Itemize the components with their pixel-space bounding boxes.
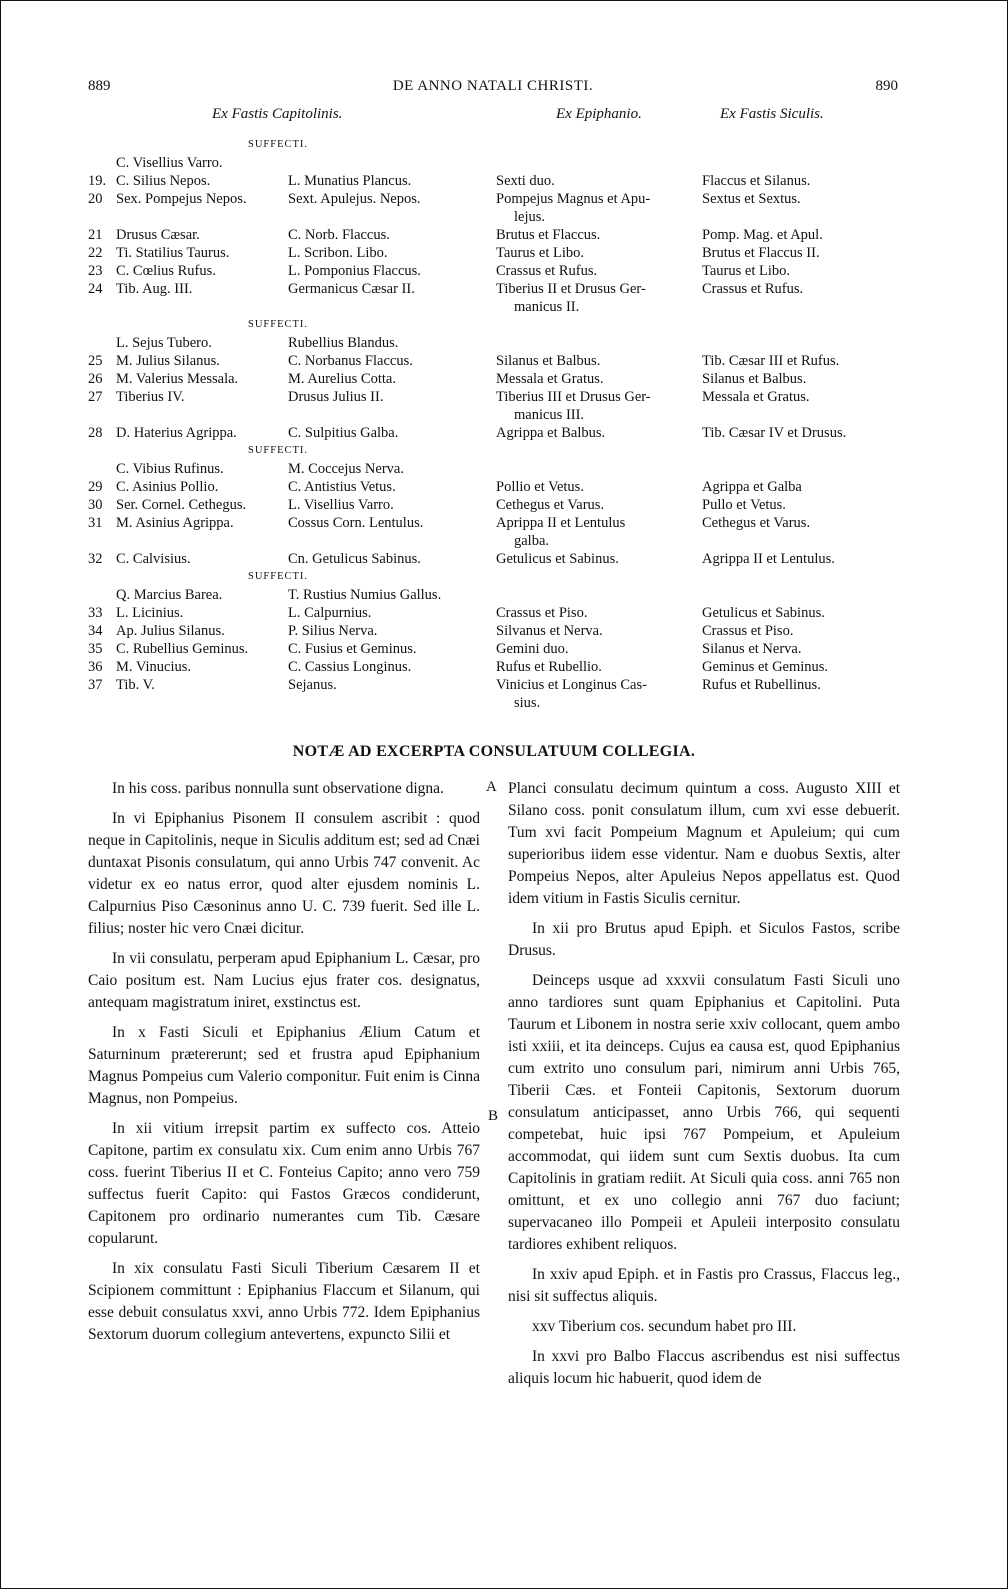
consul-second [288, 388, 498, 406]
consul-second [288, 676, 498, 694]
epiphanius-entry [496, 604, 696, 622]
epiphanius-entry-text: Tiberius II et Drusus Ger- [496, 281, 646, 297]
siculi-entry [702, 352, 902, 370]
consul-second-text: C. Norb. Flaccus. [288, 227, 390, 243]
suffecti-heading [88, 136, 900, 154]
siculi-entry [702, 370, 902, 388]
consul-first [116, 172, 286, 190]
table-row [88, 388, 900, 424]
table-row [88, 244, 900, 262]
table-row [88, 640, 900, 658]
consul-second-text: L. Pomponius Flaccus. [288, 263, 421, 279]
siculi-entry [702, 388, 902, 406]
epiphanius-entry-continuation: sius. [514, 695, 541, 711]
suffecti-heading [88, 316, 900, 334]
epiphanius-entry-text: Agrippa et Balbus. [496, 425, 606, 441]
consul-first-text: Tib. Aug. III. [116, 281, 193, 297]
siculi-entry-text: Pullo et Vetus. [702, 497, 786, 513]
year-number [88, 352, 118, 370]
siculi-entry-text: Tib. Cæsar III et Rufus. [702, 353, 840, 369]
epiphanius-entry [496, 676, 696, 712]
consul-first-text: D. Haterius Agrippa. [116, 425, 237, 441]
consul-first-text: Sex. Pompejus Nepos. [116, 191, 247, 207]
siculi-entry-text: Pomp. Mag. et Apul. [702, 227, 823, 243]
year-number-text: 36 [88, 659, 103, 675]
note-paragraph: In xxvi pro Balbo Flaccus ascribendus est nisi suffectus aliquis locum hic habuerit, quod idem de [508, 1348, 900, 1387]
siculi-entry [702, 424, 902, 442]
siculi-entry-text: Flaccus et Silanus. [702, 173, 811, 189]
consul-first-text: Ser. Cornel. Cethegus. [116, 497, 247, 513]
consul-first [116, 460, 286, 478]
consul-first-text: Tiberius IV. [116, 389, 185, 405]
consul-first [116, 604, 286, 622]
consul-second [288, 190, 498, 208]
note-paragraph: In xix consulatu Fasti Siculi Tiberium Cæsarem II et Scipionem committunt : Epiphanius Flaccum et Silanum, qui esse debuit consulatus xxvi, anno Urbis 772. Idem Epiphanius Sextorum duorum collegium antevertens, expuncto Silii et [88, 1260, 480, 1343]
note-paragraph: Planci consulatu decimum quintum a coss. Augusto XIII et Silano coss. ponit consulatum illum, cum xvi esse debuerit. Tum xvi facit Pompeium Magnum et Apuleium; qui cum superioribus iidem esse videntur. Nam e duobus Sextis, alter Pompeius Nepos, alter Apuleius Nepos appellatus est. Quod idem vitium in Fastis Siculis cernitur. [508, 780, 900, 907]
siculi-entry-text: Cethegus et Varus. [702, 515, 811, 531]
year-number-text: 21 [88, 227, 103, 243]
year-number [88, 370, 118, 388]
epiphanius-entry-text: Pollio et Vetus. [496, 479, 584, 495]
consul-second-text: Cn. Getulicus Sabinus. [288, 551, 421, 567]
suffecti-heading [88, 442, 900, 460]
consul-second-text: C. Antistius Vetus. [288, 479, 396, 495]
siculi-entry [702, 478, 902, 496]
siculi-entry [702, 496, 902, 514]
consul-second-text: M. Coccejus Nerva. [288, 461, 404, 477]
consul-second [288, 262, 498, 280]
consul-first-text: C. Calvisius. [116, 551, 191, 567]
year-number-text: 24 [88, 281, 103, 297]
table-row [88, 658, 900, 676]
consul-second-text: P. Silius Nerva. [288, 623, 378, 639]
margin-letter-b: B [488, 1108, 499, 1124]
year-number [88, 280, 118, 298]
epiphanius-entry-continuation: manicus II. [514, 299, 580, 315]
year-number-text: 32 [88, 551, 103, 567]
consul-first [116, 388, 286, 406]
consul-first-text: M. Valerius Messala. [116, 371, 239, 387]
consul-second [288, 550, 498, 568]
consul-first [116, 496, 286, 514]
year-number [88, 388, 118, 406]
siculi-entry-text: Taurus et Libo. [702, 263, 790, 279]
epiphanius-entry [496, 622, 696, 640]
page-header [88, 78, 898, 100]
year-number [88, 478, 118, 496]
siculi-entry-text: Crassus et Piso. [702, 623, 794, 639]
year-number [88, 424, 118, 442]
epiphanius-entry-text: Taurus et Libo. [496, 245, 584, 261]
epiphanius-entry-text: Gemini duo. [496, 641, 569, 657]
siculi-entry-text: Sextus et Sextus. [702, 191, 801, 207]
epiphanius-entry [496, 496, 696, 514]
year-number [88, 676, 118, 694]
epiphanius-entry-text: Crassus et Rufus. [496, 263, 598, 279]
consul-second [288, 622, 498, 640]
epiphanius-entry-text: Sexti duo. [496, 173, 555, 189]
table-row [88, 280, 900, 316]
consul-first [116, 514, 286, 532]
consul-second [288, 640, 498, 658]
year-number-text: 27 [88, 389, 103, 405]
epiphanius-entry-text: Brutus et Flaccus. [496, 227, 601, 243]
consul-second-text: C. Fusius et Geminus. [288, 641, 417, 657]
consul-first-text: L. Sejus Tubero. [116, 335, 212, 351]
table-row [88, 496, 900, 514]
epiphanius-entry [496, 244, 696, 262]
consul-first [116, 550, 286, 568]
siculi-entry [702, 676, 902, 694]
consul-second-text: C. Norbanus Flaccus. [288, 353, 413, 369]
consul-first-text: M. Vinucius. [116, 659, 191, 675]
note-paragraph: In xii pro Brutus apud Epiph. et Siculos Fastos, scribe Drusus. [508, 920, 900, 959]
column-header-siculi: Ex Fastis Siculis. [720, 106, 824, 122]
notes-title: NOTÆ AD EXCERPTA CONSULATUUM COLLEGIA. [292, 743, 696, 760]
table-row [88, 154, 900, 172]
siculi-entry-text: Getulicus et Sabinus. [702, 605, 825, 621]
epiphanius-entry-continuation: galba. [514, 533, 550, 549]
year-number-text: 34 [88, 623, 103, 639]
siculi-entry-text: Messala et Gratus. [702, 389, 810, 405]
year-number-text: 33 [88, 605, 103, 621]
consul-first-text: C. Cœlius Rufus. [116, 263, 216, 279]
table-row [88, 190, 900, 226]
consul-first [116, 640, 286, 658]
table-row [88, 172, 900, 190]
consul-first-text: C. Silius Nepos. [116, 173, 211, 189]
siculi-entry-text: Silanus et Nerva. [702, 641, 802, 657]
consul-first-text: L. Licinius. [116, 605, 184, 621]
epiphanius-entry [496, 388, 696, 424]
column-header-capitolini: Ex Fastis Capitolinis. [212, 106, 343, 122]
suffecti-label: SUFFECTI. [248, 445, 309, 456]
consul-second [288, 172, 498, 190]
note-paragraph: In vii consulatu, perperam apud Epiphanium L. Cæsar, pro Caio positum est. Nam Lucius ejus frater cos. designatus, antequam magistratum iniret, exstinctus est. [88, 950, 480, 1011]
consul-first [116, 334, 286, 352]
consul-second [288, 460, 498, 478]
epiphanius-entry-continuation: manicus III. [514, 407, 585, 423]
siculi-entry-text: Tib. Cæsar IV et Drusus. [702, 425, 847, 441]
consuls-table [88, 136, 900, 712]
consul-first [116, 586, 286, 604]
consul-second-text: T. Rustius Numius Gallus. [288, 587, 442, 603]
epiphanius-entry [496, 658, 696, 676]
consul-second [288, 604, 498, 622]
year-number-text: 19. [88, 173, 107, 189]
epiphanius-entry-text: Aprippa II et Lentulus [496, 515, 626, 531]
siculi-entry [702, 514, 902, 532]
epiphanius-entry [496, 172, 696, 190]
suffecti-label: SUFFECTI. [248, 139, 309, 150]
consul-second-text: Sejanus. [288, 677, 337, 693]
epiphanius-entry [496, 262, 696, 280]
running-title: DE ANNO NATALI CHRISTI. [392, 78, 594, 94]
year-number [88, 658, 118, 676]
year-number [88, 604, 118, 622]
consul-second-text: L. Calpurnius. [288, 605, 372, 621]
epiphanius-entry-text: Silvanus et Nerva. [496, 623, 603, 639]
consul-second [288, 280, 498, 298]
suffecti-label: SUFFECTI. [248, 571, 309, 582]
consul-first-text: Drusus Cæsar. [116, 227, 200, 243]
consul-second [288, 586, 498, 604]
consul-first-text: C. Vibius Rufinus. [116, 461, 224, 477]
consul-second-text: Germanicus Cæsar II. [288, 281, 415, 297]
consul-first [116, 424, 286, 442]
year-number-text: 31 [88, 515, 103, 531]
table-row [88, 424, 900, 442]
consul-first-text: Q. Marcius Barea. [116, 587, 223, 603]
table-row [88, 676, 900, 712]
consul-first [116, 226, 286, 244]
epiphanius-entry-text: Rufus et Rubellio. [496, 659, 602, 675]
consul-second-text: L. Visellius Varro. [288, 497, 394, 513]
year-number [88, 640, 118, 658]
siculi-entry [702, 262, 902, 280]
epiphanius-entry-text: Vinicius et Longinus Cas- [496, 677, 647, 693]
year-number-text: 30 [88, 497, 103, 513]
epiphanius-entry-continuation: lejus. [514, 209, 546, 225]
epiphanius-entry [496, 190, 696, 226]
consul-second-text: C. Sulpitius Galba. [288, 425, 399, 441]
epiphanius-entry [496, 424, 696, 442]
consul-second [288, 424, 498, 442]
consul-first [116, 280, 286, 298]
consul-first-text: Ti. Statilius Taurus. [116, 245, 230, 261]
year-number-text: 35 [88, 641, 103, 657]
note-paragraph: In his coss. paribus nonnulla sunt observatione digna. [112, 780, 444, 797]
consul-second [288, 334, 498, 352]
epiphanius-entry [496, 640, 696, 658]
consul-first [116, 154, 286, 172]
consul-first-text: C. Rubellius Geminus. [116, 641, 249, 657]
note-paragraph: In x Fasti Siculi et Epiphanius Ælium Catum et Saturninum prætererunt; sed et frustra apud Epiphanium Magnus Pompeius cum Valerio componitur. Fuit enim is Cinna Magnus, non Pompeius. [88, 1024, 480, 1107]
consul-second-text: C. Cassius Longinus. [288, 659, 412, 675]
year-number-text: 28 [88, 425, 103, 441]
consul-first [116, 622, 286, 640]
consul-second-text: Sext. Apulejus. Nepos. [288, 191, 421, 207]
year-number [88, 244, 118, 262]
year-number [88, 514, 118, 532]
epiphanius-entry [496, 514, 696, 550]
siculi-entry [702, 172, 902, 190]
table-row [88, 262, 900, 280]
consul-second-text: L. Scribon. Libo. [288, 245, 388, 261]
year-number-text: 29 [88, 479, 103, 495]
year-number-text: 37 [88, 677, 103, 693]
consul-second [288, 514, 498, 532]
consul-first-text: Ap. Julius Silanus. [116, 623, 225, 639]
consul-first-text: M. Julius Silanus. [116, 353, 220, 369]
siculi-entry-text: Crassus et Rufus. [702, 281, 804, 297]
consul-second-text: L. Munatius Plancus. [288, 173, 412, 189]
note-paragraph: In xii vitium irrepsit partim ex suffecto cos. Atteio Capitone, partim ex consulatu xix. Cum enim anno Urbis 767 coss. fuerint Tiberius II et C. Fonteius Capito; anno vero 759 suffectus fuerit Capito: qui Fastos Græcos condiderunt, Capitonem pro ordinario numerantes cum Tib. Cæsare copularunt. [88, 1120, 480, 1247]
year-number [88, 622, 118, 640]
consul-first-text: C. Visellius Varro. [116, 155, 223, 171]
table-row [88, 604, 900, 622]
year-number [88, 262, 118, 280]
table-row [88, 334, 900, 352]
consul-first [116, 262, 286, 280]
epiphanius-entry [496, 478, 696, 496]
siculi-entry-text: Geminus et Geminus. [702, 659, 829, 675]
siculi-entry-text: Brutus et Flaccus II. [702, 245, 820, 261]
epiphanius-entry [496, 352, 696, 370]
siculi-entry [702, 244, 902, 262]
siculi-entry [702, 280, 902, 298]
note-paragraph: In xxiv apud Epiph. et in Fastis pro Crassus, Flaccus leg., nisi sit suffectus aliquis. [508, 1266, 900, 1305]
epiphanius-entry-text: Silanus et Balbus. [496, 353, 601, 369]
year-number-text: 25 [88, 353, 103, 369]
consul-first [116, 478, 286, 496]
year-number [88, 226, 118, 244]
siculi-entry-text: Agrippa et Galba [702, 479, 802, 495]
consul-first [116, 244, 286, 262]
epiphanius-entry-text: Crassus et Piso. [496, 605, 588, 621]
note-paragraph: In vi Epiphanius Pisonem II consulem ascribit : quod neque in Capitolinis, neque in Siculis additum est; sed ad Cnæi duntaxat Pisonis consulatum, qui anno Urbis 747 convenit. Ac videtur ex eo natus error, quod alter ejusdem nominis L. Calpurnius Piso Cæsoninus anno U. C. 739 fuerit. Sed ille L. filius; noster hic vero Cnæi dicitur. [88, 810, 480, 937]
consul-second [288, 496, 498, 514]
table-row [88, 550, 900, 568]
notes-column-right [508, 778, 900, 1398]
year-number-text: 23 [88, 263, 103, 279]
consul-first-text: M. Asinius Agrippa. [116, 515, 234, 531]
consul-second [288, 658, 498, 676]
epiphanius-entry-text: Messala et Gratus. [496, 371, 604, 387]
column-header-epiphanio: Ex Epiphanio. [556, 106, 642, 122]
year-number [88, 550, 118, 568]
margin-letter-a: A [486, 779, 497, 795]
page-number-right: 890 [875, 78, 898, 94]
suffecti-heading [88, 568, 900, 586]
consul-first-text: Tib. V. [116, 677, 155, 693]
epiphanius-entry [496, 550, 696, 568]
epiphanius-entry [496, 370, 696, 388]
table-row [88, 460, 900, 478]
note-paragraph: xxv Tiberium cos. secundum habet pro III. [532, 1318, 797, 1335]
table-row [88, 478, 900, 496]
year-number [88, 496, 118, 514]
siculi-entry-text: Agrippa II et Lentulus. [702, 551, 835, 567]
consul-second [288, 370, 498, 388]
epiphanius-entry-text: Tiberius III et Drusus Ger- [496, 389, 651, 405]
table-row [88, 622, 900, 640]
suffecti-label: SUFFECTI. [248, 319, 309, 330]
consul-second-text: Cossus Corn. Lentulus. [288, 515, 424, 531]
consul-second-text: Drusus Julius II. [288, 389, 384, 405]
consul-first [116, 676, 286, 694]
consul-first [116, 658, 286, 676]
epiphanius-entry-text: Getulicus et Sabinus. [496, 551, 619, 567]
consul-second-text: M. Aurelius Cotta. [288, 371, 396, 387]
consul-second-text: Rubellius Blandus. [288, 335, 399, 351]
table-row [88, 352, 900, 370]
siculi-entry [702, 190, 902, 208]
epiphanius-entry [496, 226, 696, 244]
table-row [88, 514, 900, 550]
consul-second [288, 226, 498, 244]
consul-first [116, 370, 286, 388]
siculi-entry [702, 640, 902, 658]
table-row [88, 226, 900, 244]
siculi-entry [702, 604, 902, 622]
epiphanius-entry [496, 280, 696, 316]
consul-first [116, 190, 286, 208]
year-number [88, 172, 118, 190]
siculi-entry [702, 622, 902, 640]
consul-first [116, 352, 286, 370]
table-row [88, 586, 900, 604]
siculi-entry [702, 658, 902, 676]
siculi-entry [702, 226, 902, 244]
epiphanius-entry-text: Cethegus et Varus. [496, 497, 605, 513]
year-number [88, 190, 118, 208]
consul-second [288, 352, 498, 370]
siculi-entry-text: Silanus et Balbus. [702, 371, 807, 387]
note-paragraph: Deinceps usque ad xxxvii consulatum Fasti Siculi uno anno tardiores sunt quam Epiphanius et Capitolini. Puta Taurum et Libonem in nostra serie xxiv collocant, quem ambo isti xxiii, et ita deinceps. Cujus ea causa est, quod Epiphanius cum extrito uno consulum pari, nimirum anni Urbis 765, Tiberii Cæs. et Fonteii Capitonis, Sextorum duorum consulatum anticipasset, anno Urbis 766, qui sequenti competebat, huic ipsi 767 Pompeium, et Apuleium accommodat, qui iidem sunt cum Sextis duobus. Ita cum Capitolinis in gratiam rediit. At Siculi quia coss. anni 765 non omittunt, et ex uno collegio anni 767 duo faciunt; supervacaneo illo Pompeii et Apuleii interposito consulatu tardiores exhibent reliquos. [508, 972, 900, 1253]
consul-first-text: C. Asinius Pollio. [116, 479, 219, 495]
table-row [88, 370, 900, 388]
page-number-left: 889 [88, 78, 111, 94]
epiphanius-entry-text: Pompejus Magnus et Apu- [496, 191, 651, 207]
siculi-entry-text: Rufus et Rubellinus. [702, 677, 821, 693]
year-number-text: 20 [88, 191, 103, 207]
notes-column-left [88, 778, 480, 1354]
consul-second [288, 478, 498, 496]
siculi-entry [702, 550, 902, 568]
year-number-text: 22 [88, 245, 103, 261]
consul-second [288, 244, 498, 262]
year-number-text: 26 [88, 371, 103, 387]
